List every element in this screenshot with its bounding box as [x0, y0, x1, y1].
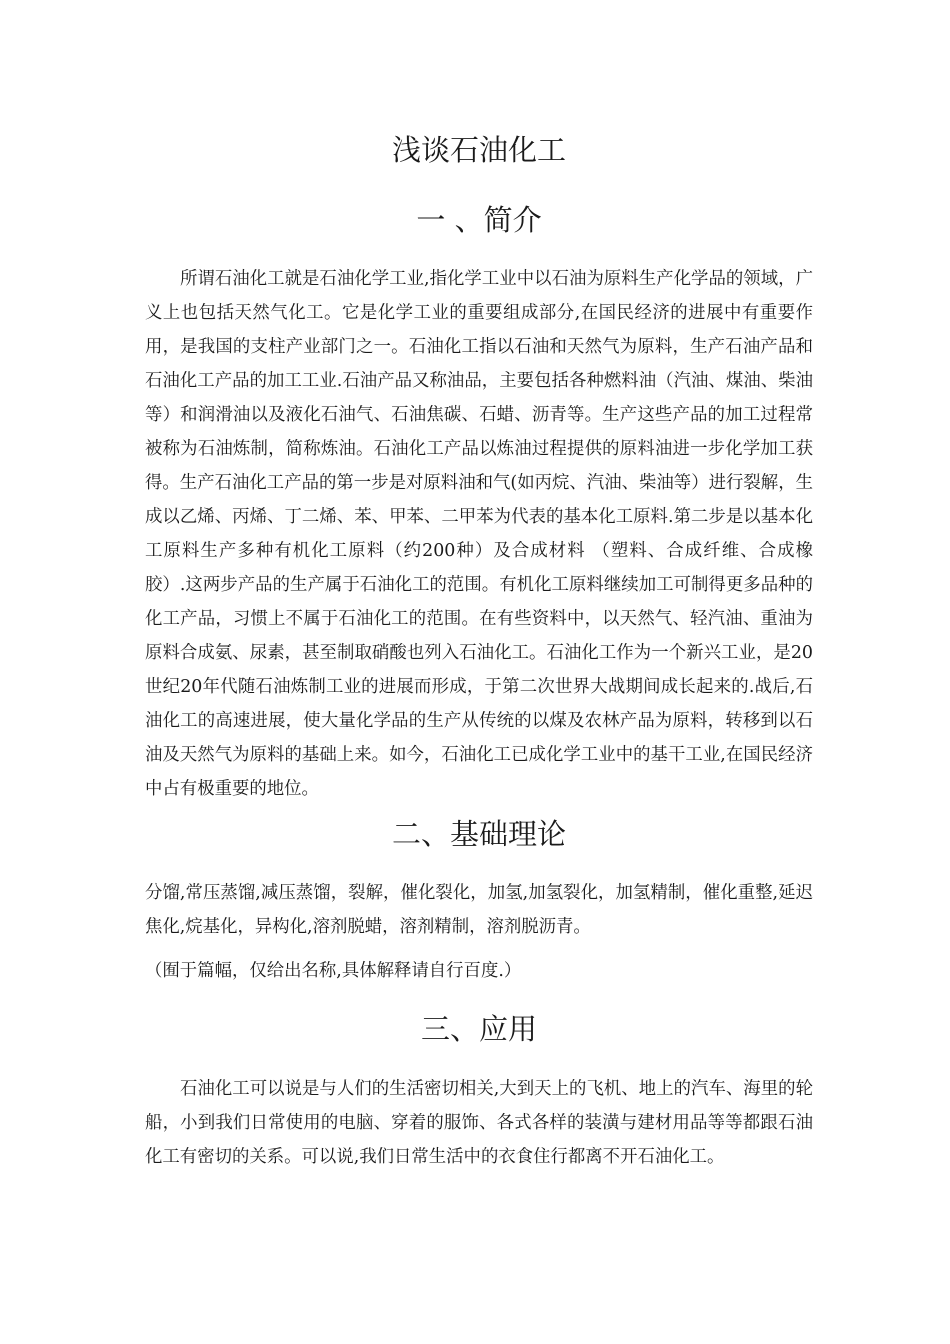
application-paragraph: 石油化工可以说是与人们的生活密切相关,大到天上的飞机、地上的汽车、海里的轮船，小到我们日常使用的电脑、穿着的服饰、各式各样的装潢与建材用品等等都跟石油化工有密切的关系。可以说,我们日常生活中的衣食住行都离不开石油化工。 [145, 1079, 813, 1167]
section-heading-theory: 二、基础理论 [391, 817, 566, 851]
theory-terms-paragraph: 分馏,常压蒸馏,减压蒸馏，裂解，催化裂化，加氢,加氢裂化，加氢精制，催化重整,延迟焦化,烷基化，异构化,溶剂脱蜡，溶剂精制，溶剂脱沥青。 [145, 883, 813, 937]
section-heading-intro: 一 、简介 [416, 203, 542, 237]
theory-note-paragraph: （囿于篇幅，仅给出名称,具体解释请自行百度.） [145, 961, 522, 981]
intro-paragraph: 所谓石油化工就是石油化学工业,指化学工业中以石油为原料生产化学品的领域，广义上也包括天然气化工。它是化学工业的重要组成部分,在国民经济的进展中有重要作用，是我国的支柱产业部门之一。石油化工指以石油和天然气为原料，生产石油产品和石油化工产品的加工工业.石油产品又称油品，主要包括各种燃料油（汽油、煤油、柴油等）和润滑油以及液化石油气、石油焦碳、石蜡、沥青等。生产这些产品的加工过程常被称为石油炼制，简称炼油。石油化工产品以炼油过程提供的原料油进一步化学加工获得。生产石油化工产品的第一步是对原料油和气(如丙烷、汽油、柴油等）进行裂解，生成以乙烯、丙烯、丁二烯、苯、甲苯、二甲苯为代表的基本化工原料.第二步是以基本化工原料生产多种有机化工原料（约200种）及合成材料 （塑料、合成纤维、合成橡胶）.这两步产品的生产属于石油化工的范围。有机化工原料继续加工可制得更多品种的化工产品，习惯上不属于石油化工的范围。在有些资料中，以天然气、轻汽油、重油为原料合成氨、尿素，甚至制取硝酸也列入石油化工。石油化工作为一个新兴工业，是20世纪20年代随石油炼制工业的进展而形成，于第二次世界大战期间成长起来的.战后,石油化工的高速进展，使大量化学品的生产从传统的以煤及农林产品为原料，转移到以石油及天然气为原料的基础上来。如今，石油化工已成化学工业中的基干工业,在国民经济中占有极重要的地位。 [145, 269, 813, 799]
section-heading-application: 三、应用 [420, 1012, 537, 1046]
document-title: 浅谈石油化工 [391, 133, 566, 167]
